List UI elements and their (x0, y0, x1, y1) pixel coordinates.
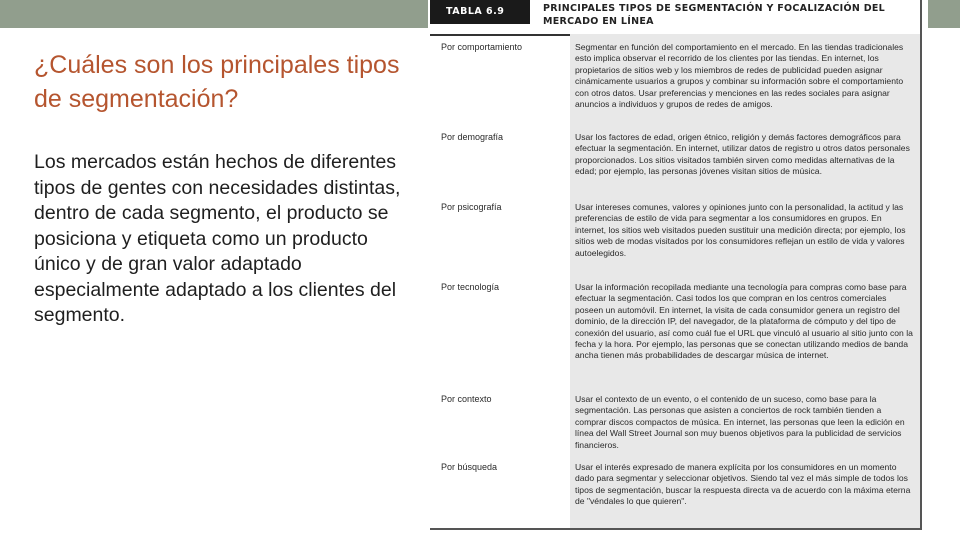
table-number-label: TABLA 6.9 (430, 0, 530, 24)
row-category: Por psicografía (441, 202, 502, 212)
row-description: Usar el interés expresado de manera explícita por los consumidores en un momento dado para segmentar y seleccionar objetivos. Siendo tal vez el más simple de todos los tipos de segmentación, buscar la respuesta directa va de acuerdo con la máxima eterna de "véndales lo que quieren". (575, 462, 911, 507)
row-description: Usar intereses comunes, valores y opiniones junto con la personalidad, la actitud y las preferencias de estilo de vida para segmentar a los consumidores en grupos. En internet, los sitios web visitados pueden sustituir una medición directa; por ejemplo, los sitios web de modas visitados por los consumidores reflejan un estilo de vida y valores autoelegidos. (575, 202, 906, 258)
row-category: Por demografía (441, 132, 504, 142)
segmentation-table-image (430, 0, 922, 530)
table-title: PRINCIPALES TIPOS DE SEGMENTACIÓN Y FOCALIZACIÓN DEL MERCADO EN LÍNEA (543, 3, 886, 27)
slide-body-text: Los mercados están hechos de diferentes tipos de gentes con necesidades distintas, dentro de cada segmento, el producto se posiciona y etiqueta como un producto único y de gran valor adaptado especialmente adaptado a los clientes del segmento. (34, 151, 401, 326)
row-category: Por tecnología (441, 282, 500, 292)
top-accent-bar-left (0, 0, 428, 28)
row-category: Por búsqueda (441, 462, 498, 472)
row-description: Usar la información recopilada mediante una tecnología para compras como base para efectuar la segmentación. Casi todos los que compran en los centros comerciales poseen un automóvil. En internet, la visita de cada consumidor genera un registro del dominio, de la dirección IP, del navegador, de la plataforma de cómputo y del tipo de conexión del usuario, así como cuál fue el URL que vinculó al usuario al sitio junto con la fecha y la hora. Por ejemplo, las personas que se conectan utilizando medios de banda ancha tienen más probabilidades de descargar música de internet. (575, 282, 913, 361)
row-category: Por comportamiento (441, 42, 523, 52)
row-description: Usar el contexto de un evento, o el contenido de un suceso, como base para la segmentación. Las personas que asisten a conciertos de rock también tienden a comprar discos compactos de música. En internet, las personas que leen la edición en línea del Wall Street Journal son muy buenos objetivos para la publicidad de servicios financieros. (575, 394, 905, 450)
top-accent-bar-right (928, 0, 960, 28)
row-description: Segmentar en función del comportamiento en el mercado. En las tiendas tradicionales esto implica observar el recorrido de los clientes por las tiendas. En internet, los propietarios de sitios web y los miembros de redes de publicidad pueden asignar cinámicamente usuarios a grupos y combinar su información sobre el comportamiento con otros datos. Usar preferencias y menciones en las redes sociales para asignar anuncios a individuos y grupos de redes de amigos. (575, 42, 904, 110)
table-header (430, 0, 920, 36)
row-category: Por contexto (441, 394, 492, 404)
slide-title: ¿Cuáles son los principales tipos de segmentación? (34, 51, 400, 113)
row-description: Usar los factores de edad, origen étnico, religión y demás factores demográficos para efectuar la segmentación. En internet, utilizar datos de registro u otros datos personales proporcionados. Los sitios visitados también sirven como medidas alternativas de la edad; por ejemplo, las personas jóvenes visitan sitios de música. (575, 132, 910, 177)
